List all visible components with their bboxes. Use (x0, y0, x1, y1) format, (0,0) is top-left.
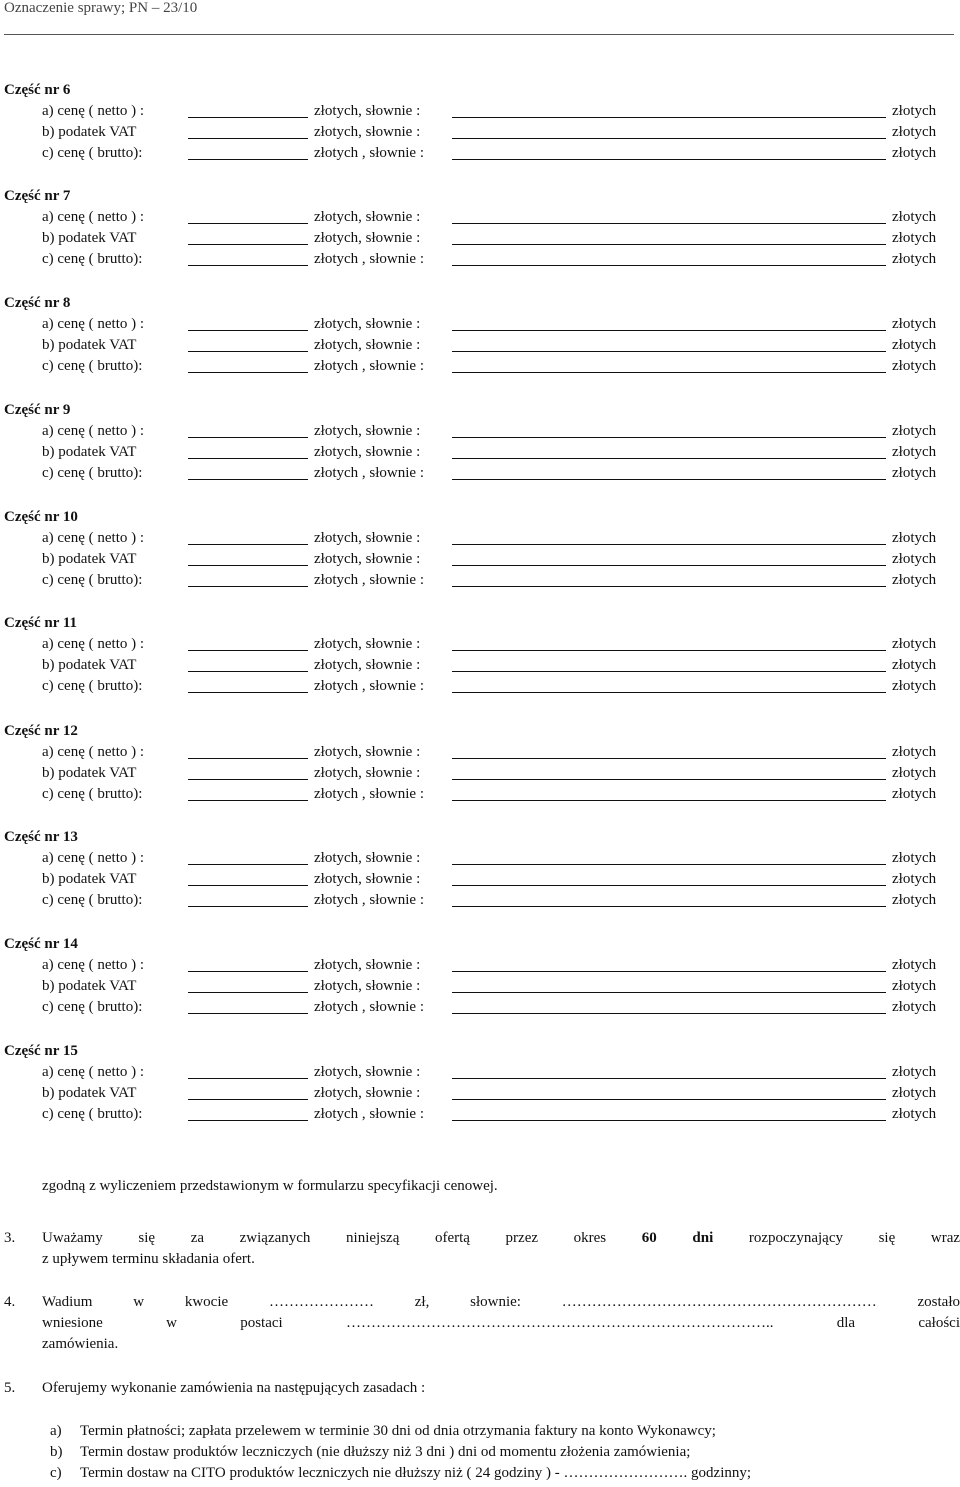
part-title: Część nr 6 (4, 82, 71, 98)
amount-blank-line (188, 265, 308, 266)
row-words-label: złotych , słownie : (314, 358, 424, 374)
amount-blank-line (188, 544, 308, 545)
row-currency: złotych (892, 850, 937, 866)
paragraph-4-line2: wniesione w postaci ………………………………………………………………………….. dla całości (42, 1315, 960, 1331)
words-blank-line (452, 906, 886, 907)
price-row (4, 122, 956, 143)
part-title: Część nr 13 (4, 829, 78, 845)
row-words-label: złotych, słownie : (314, 337, 421, 353)
price-row (4, 784, 956, 805)
row-label: a) cenę ( netto ) : (42, 423, 145, 439)
term-text: Termin dostaw na CITO produktów leczniczych nie dłuższy niż ( 24 godziny ) - ……………………. godzinny; (80, 1465, 752, 1481)
row-words-label: złotych, słownie : (314, 978, 421, 994)
row-currency: złotych (892, 636, 937, 652)
offer-days-number: 60 (641, 1230, 657, 1246)
row-words-label: złotych , słownie : (314, 572, 424, 588)
words-blank-line (452, 885, 886, 886)
price-row (4, 463, 956, 484)
price-row (4, 570, 956, 591)
row-currency: złotych (892, 744, 937, 760)
words-blank-line (452, 265, 886, 266)
part-block (4, 1040, 956, 1125)
row-currency: złotych (892, 892, 937, 908)
row-words-label: złotych, słownie : (314, 103, 421, 119)
price-row (4, 1083, 956, 1104)
row-words-label: złotych, słownie : (314, 765, 421, 781)
summary-text: zgodną z wyliczeniem przedstawionym w formularzu specyfikacji cenowej. (42, 1178, 498, 1194)
term-text: Termin dostaw produktów leczniczych (nie dłuższy niż 3 dni ) dni od momentu złożenia zamówienia; (80, 1444, 691, 1460)
row-label: b) podatek VAT (42, 124, 137, 140)
paragraph-4-line1: Wadium w kwocie ………………… zł, słownie: ……………………………………………………… zostało (42, 1294, 960, 1310)
row-currency: złotych (892, 1106, 937, 1122)
amount-blank-line (188, 117, 308, 118)
row-currency: złotych (892, 957, 937, 973)
row-label: c) cenę ( brutto): (42, 145, 143, 161)
words-blank-line (452, 437, 886, 438)
term-item (50, 1442, 950, 1463)
amount-blank-line (188, 1120, 308, 1121)
row-words-label: złotych, słownie : (314, 957, 421, 973)
price-row (4, 421, 956, 442)
row-currency: złotych (892, 423, 937, 439)
amount-blank-line (188, 692, 308, 693)
amount-blank-line (188, 1013, 308, 1014)
price-row (4, 1104, 956, 1125)
row-currency: złotych (892, 657, 937, 673)
row-currency: złotych (892, 978, 937, 994)
row-words-label: złotych , słownie : (314, 786, 424, 802)
row-words-label: złotych, słownie : (314, 871, 421, 887)
part-block (4, 506, 956, 591)
words-blank-line (452, 671, 886, 672)
row-label: b) podatek VAT (42, 551, 137, 567)
row-words-label: złotych, słownie : (314, 530, 421, 546)
part-title: Część nr 12 (4, 723, 78, 739)
row-currency: złotych (892, 999, 937, 1015)
row-label: c) cenę ( brutto): (42, 999, 143, 1015)
row-words-label: złotych , słownie : (314, 465, 424, 481)
words-blank-line (452, 565, 886, 566)
row-words-label: złotych, słownie : (314, 423, 421, 439)
part-title: Część nr 9 (4, 402, 71, 418)
amount-blank-line (188, 330, 308, 331)
price-row (4, 997, 956, 1018)
price-row (4, 763, 956, 784)
price-row (4, 890, 956, 911)
row-label: a) cenę ( netto ) : (42, 209, 145, 225)
part-block (4, 79, 956, 164)
part-title: Część nr 8 (4, 295, 71, 311)
price-row (4, 249, 956, 270)
row-label: b) podatek VAT (42, 978, 137, 994)
row-label: a) cenę ( netto ) : (42, 316, 145, 332)
row-label: a) cenę ( netto ) : (42, 744, 145, 760)
price-row (4, 143, 956, 164)
part-block (4, 399, 956, 484)
row-words-label: złotych, słownie : (314, 444, 421, 460)
row-words-label: złotych, słownie : (314, 1064, 421, 1080)
amount-blank-line (188, 864, 308, 865)
row-currency: złotych (892, 444, 937, 460)
price-row (4, 356, 956, 377)
row-label: b) podatek VAT (42, 444, 137, 460)
amount-blank-line (188, 1078, 308, 1079)
row-currency: złotych (892, 145, 937, 161)
paragraph-3-line1: Uważamy się za związanych niniejszą ofertą przez okres 60 dni rozpoczynający się wraz (42, 1230, 960, 1246)
words-blank-line (452, 1078, 886, 1079)
paragraph-number: 4. (4, 1294, 16, 1310)
part-block (4, 292, 956, 377)
price-row (4, 869, 956, 890)
price-row (4, 549, 956, 570)
row-words-label: złotych , słownie : (314, 678, 424, 694)
term-item (50, 1421, 950, 1442)
paragraph-5-text: Oferujemy wykonanie zamówienia na następujących zasadach : (42, 1380, 426, 1396)
words-blank-line (452, 650, 886, 651)
price-row (4, 848, 956, 869)
row-label: a) cenę ( netto ) : (42, 103, 145, 119)
words-blank-line (452, 138, 886, 139)
row-label: c) cenę ( brutto): (42, 358, 143, 374)
amount-blank-line (188, 800, 308, 801)
words-blank-line (452, 372, 886, 373)
part-title: Część nr 10 (4, 509, 78, 525)
price-row (4, 314, 956, 335)
row-label: b) podatek VAT (42, 1085, 137, 1101)
row-currency: złotych (892, 678, 937, 694)
price-row (4, 335, 956, 356)
row-words-label: złotych, słownie : (314, 230, 421, 246)
price-row (4, 528, 956, 549)
row-currency: złotych (892, 358, 937, 374)
amount-blank-line (188, 565, 308, 566)
paragraph-number: 5. (4, 1380, 16, 1396)
words-blank-line (452, 244, 886, 245)
amount-blank-line (188, 1099, 308, 1100)
row-words-label: złotych, słownie : (314, 657, 421, 673)
term-item (50, 1463, 950, 1484)
row-label: a) cenę ( netto ) : (42, 530, 145, 546)
row-currency: złotych (892, 124, 937, 140)
amount-blank-line (188, 138, 308, 139)
words-blank-line (452, 992, 886, 993)
words-blank-line (452, 864, 886, 865)
price-row (4, 207, 956, 228)
row-label: a) cenę ( netto ) : (42, 636, 145, 652)
row-currency: złotych (892, 1085, 937, 1101)
row-currency: złotych (892, 551, 937, 567)
amount-blank-line (188, 758, 308, 759)
offer-days-word: dni (692, 1230, 714, 1246)
row-label: c) cenę ( brutto): (42, 572, 143, 588)
term-label: a) (50, 1423, 62, 1439)
part-title: Część nr 11 (4, 615, 78, 631)
row-label: c) cenę ( brutto): (42, 1106, 143, 1122)
amount-blank-line (188, 885, 308, 886)
amount-blank-line (188, 351, 308, 352)
row-words-label: złotych, słownie : (314, 744, 421, 760)
amount-blank-line (188, 779, 308, 780)
row-currency: złotych (892, 230, 937, 246)
words-blank-line (452, 1099, 886, 1100)
paragraph-4-line3: zamówienia. (42, 1336, 119, 1352)
words-blank-line (452, 779, 886, 780)
row-words-label: złotych , słownie : (314, 999, 424, 1015)
words-blank-line (452, 544, 886, 545)
words-blank-line (452, 758, 886, 759)
part-block (4, 185, 956, 270)
words-blank-line (452, 117, 886, 118)
words-blank-line (452, 479, 886, 480)
row-currency: złotych (892, 251, 937, 267)
row-words-label: złotych, słownie : (314, 124, 421, 140)
words-blank-line (452, 971, 886, 972)
term-label: b) (50, 1444, 63, 1460)
part-title: Część nr 7 (4, 188, 71, 204)
price-row (4, 442, 956, 463)
row-words-label: złotych , słownie : (314, 145, 424, 161)
row-currency: złotych (892, 572, 937, 588)
price-row (4, 976, 956, 997)
amount-blank-line (188, 586, 308, 587)
amount-blank-line (188, 372, 308, 373)
row-words-label: złotych , słownie : (314, 251, 424, 267)
words-blank-line (452, 1013, 886, 1014)
words-blank-line (452, 223, 886, 224)
header-divider (4, 34, 954, 35)
price-row (4, 101, 956, 122)
row-label: c) cenę ( brutto): (42, 465, 143, 481)
price-row (4, 742, 956, 763)
row-label: b) podatek VAT (42, 337, 137, 353)
part-title: Część nr 14 (4, 936, 78, 952)
price-row (4, 228, 956, 249)
words-blank-line (452, 1120, 886, 1121)
words-blank-line (452, 159, 886, 160)
row-currency: złotych (892, 786, 937, 802)
amount-blank-line (188, 244, 308, 245)
row-label: b) podatek VAT (42, 657, 137, 673)
row-label: c) cenę ( brutto): (42, 678, 143, 694)
row-label: c) cenę ( brutto): (42, 251, 143, 267)
part-title: Część nr 15 (4, 1043, 78, 1059)
price-row (4, 634, 956, 655)
case-reference: Oznaczenie sprawy; PN – 23/10 (4, 0, 198, 16)
row-words-label: złotych , słownie : (314, 1106, 424, 1122)
part-block (4, 933, 956, 1018)
row-label: c) cenę ( brutto): (42, 892, 143, 908)
amount-blank-line (188, 650, 308, 651)
row-currency: złotych (892, 209, 937, 225)
amount-blank-line (188, 223, 308, 224)
row-words-label: złotych, słownie : (314, 636, 421, 652)
row-currency: złotych (892, 765, 937, 781)
row-currency: złotych (892, 465, 937, 481)
row-currency: złotych (892, 871, 937, 887)
row-words-label: złotych, słownie : (314, 209, 421, 225)
words-blank-line (452, 692, 886, 693)
row-currency: złotych (892, 337, 937, 353)
terms-list (50, 1421, 950, 1484)
paragraph-3-line2: z upływem terminu składania ofert. (42, 1251, 255, 1267)
paragraph-4 (4, 1292, 960, 1355)
paragraph-3 (4, 1228, 960, 1270)
row-currency: złotych (892, 1064, 937, 1080)
row-label: b) podatek VAT (42, 230, 137, 246)
row-label: a) cenę ( netto ) : (42, 1064, 145, 1080)
row-currency: złotych (892, 103, 937, 119)
price-row (4, 955, 956, 976)
row-words-label: złotych, słownie : (314, 1085, 421, 1101)
amount-blank-line (188, 437, 308, 438)
amount-blank-line (188, 906, 308, 907)
price-row (4, 1062, 956, 1083)
row-label: a) cenę ( netto ) : (42, 850, 145, 866)
row-label: c) cenę ( brutto): (42, 786, 143, 802)
amount-blank-line (188, 671, 308, 672)
words-blank-line (452, 330, 886, 331)
price-row (4, 676, 956, 697)
part-block (4, 720, 956, 805)
row-words-label: złotych, słownie : (314, 850, 421, 866)
row-words-label: złotych, słownie : (314, 316, 421, 332)
row-label: b) podatek VAT (42, 871, 137, 887)
words-blank-line (452, 800, 886, 801)
amount-blank-line (188, 159, 308, 160)
row-words-label: złotych, słownie : (314, 551, 421, 567)
term-label: c) (50, 1465, 62, 1481)
paragraph-number: 3. (4, 1230, 16, 1246)
term-text: Termin płatności; zapłata przelewem w terminie 30 dni od dnia otrzymania faktury na konto Wykonawcy; (80, 1423, 716, 1439)
amount-blank-line (188, 479, 308, 480)
amount-blank-line (188, 992, 308, 993)
row-label: a) cenę ( netto ) : (42, 957, 145, 973)
price-row (4, 655, 956, 676)
words-blank-line (452, 458, 886, 459)
part-block (4, 826, 956, 911)
row-words-label: złotych , słownie : (314, 892, 424, 908)
words-blank-line (452, 351, 886, 352)
part-block (4, 612, 956, 697)
row-label: b) podatek VAT (42, 765, 137, 781)
amount-blank-line (188, 971, 308, 972)
row-currency: złotych (892, 530, 937, 546)
row-currency: złotych (892, 316, 937, 332)
amount-blank-line (188, 458, 308, 459)
words-blank-line (452, 586, 886, 587)
paragraph-5 (4, 1378, 960, 1399)
